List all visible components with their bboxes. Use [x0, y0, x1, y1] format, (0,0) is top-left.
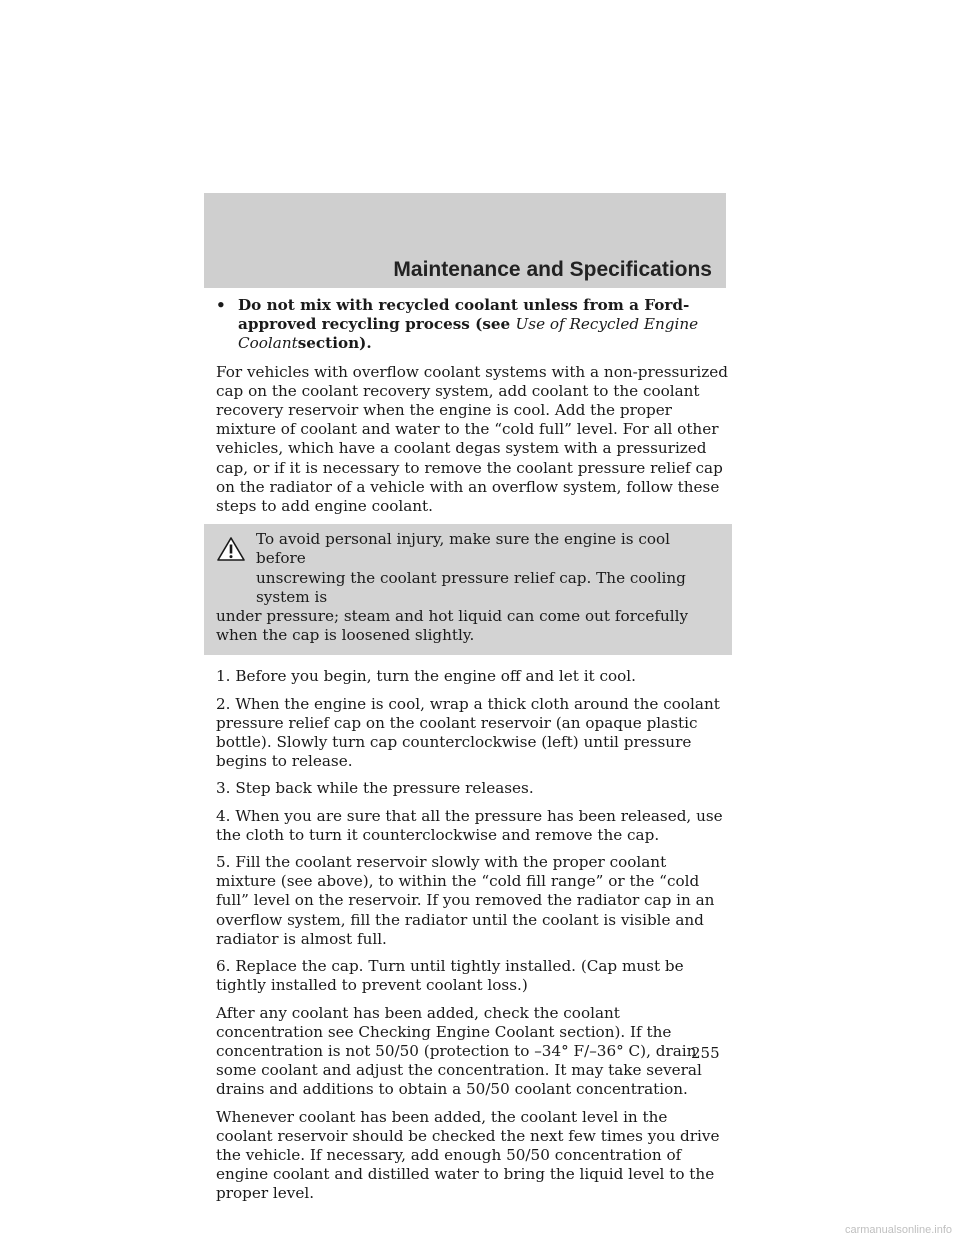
bullet-symbol: • — [216, 296, 226, 314]
step-5: 5. Fill the coolant reservoir slowly with the proper coolant mixture (see above), to within the “cold fill range” or the “cold full” level on the reservoir. If you removed the radiator cap in an overflow system, fill the radiator until the coolant is visible and radiator is almost full. — [216, 853, 715, 948]
warning-box — [204, 524, 732, 655]
step-3: 3. Step back while the pressure releases. — [216, 779, 534, 798]
warning-line-1: To avoid personal injury, make sure the engine is cool before — [256, 530, 671, 568]
bullet-item — [216, 296, 728, 354]
warning-line-2: unscrewing the coolant pressure relief cap. The cooling system is — [256, 568, 686, 606]
step-6: 6. Replace the cap. Turn until tightly installed. (Cap must be tightly installed to prevent coolant loss.) — [216, 957, 684, 995]
page-number: 255 — [691, 1044, 720, 1062]
page-content — [216, 296, 728, 1212]
warning-triangle-icon — [216, 536, 246, 562]
step-4: 4. When you are sure that all the pressure has been released, use the cloth to turn it counterclockwise and remove the cap. — [216, 806, 723, 844]
bullet-text — [238, 296, 728, 354]
warning-line-rest: under pressure; steam and hot liquid can come out forcefully when the cap is loosened slightly. — [216, 607, 689, 645]
intro-paragraph: For vehicles with overflow coolant systems with a non-pressurized cap on the coolant recovery system, add coolant to the coolant recovery reservoir when the engine is cool. Add the proper mixture of coolant and water to the “cold full” level. For all other vehicles, which have a coolant degas system with a pressurized cap, or if it is necessary to remove the coolant pressure relief cap on the radiator of a vehicle with an overflow system, follow these steps to add engine coolant. — [216, 362, 728, 516]
step-2: 2. When the engine is cool, wrap a thick cloth around the coolant pressure relief cap on the coolant reservoir (an opaque plastic bottle). Slowly turn cap counterclockwise (left) until pressure begins to release. — [216, 694, 720, 771]
bullet-text-bold-2: section). — [297, 334, 372, 353]
concentration-paragraph: After any coolant has been added, check the coolant concentration see Checking Engine Coolant section). If the concentration is not 50/50 (protection to –34° F/–36° C), drain some coolant and adjust the concentration. It may take several drains and additions to obtain a 50/50 coolant concentration. — [216, 1003, 702, 1099]
section-title: Maintenance and Specifications — [393, 258, 712, 281]
watermark: carmanualsonline.info — [844, 1224, 952, 1236]
section-header — [204, 193, 726, 288]
bullet-text-bold-1: Do not mix with recycled coolant unless from a Ford-approved recycling process (see — [238, 296, 690, 334]
step-1: 1. Before you begin, turn the engine off and let it cool. — [216, 667, 636, 686]
bullet-section-reference: Use of Recycled Engine Coolant — [238, 315, 699, 353]
recheck-paragraph: Whenever coolant has been added, the coolant level in the coolant reservoir should be checked the next few times you drive the vehicle. If necessary, add enough 50/50 concentration of engine coolant and distilled water to bring the liquid level to the proper level. — [216, 1107, 720, 1203]
